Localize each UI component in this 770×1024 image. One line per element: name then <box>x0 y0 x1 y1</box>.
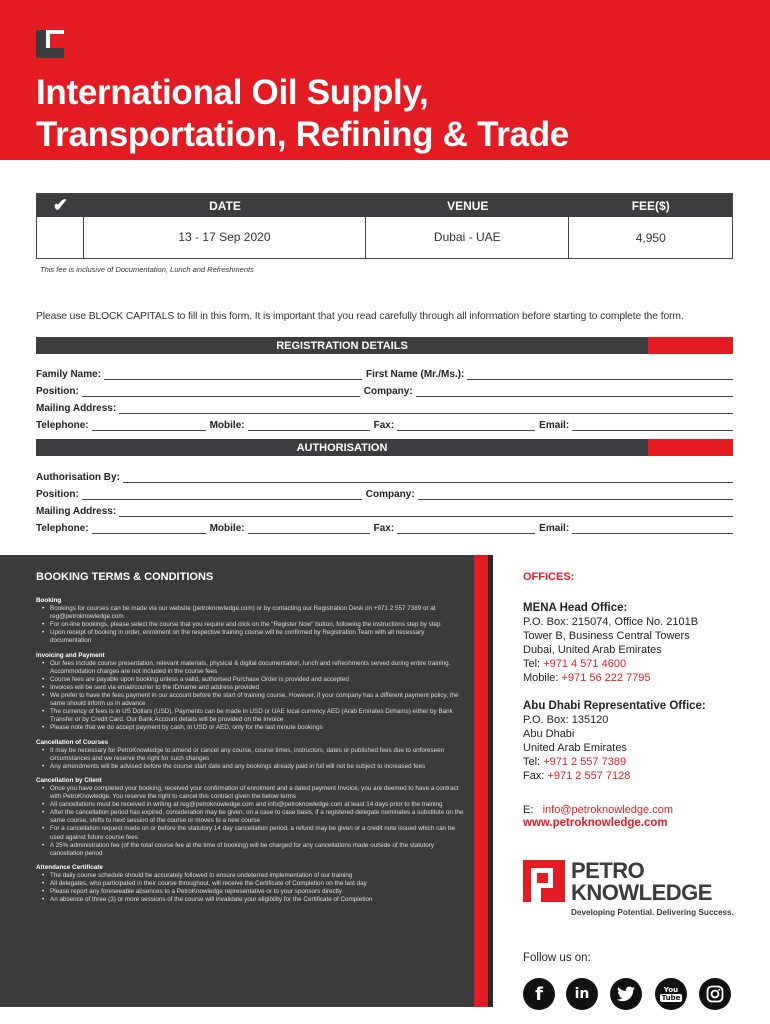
terms-section-heading: Booking <box>36 597 62 604</box>
list-item: • We prefer to have the fees payment in our account before the start of training course. However, if your company has a different payment policy, the same should inform us in advance <box>50 692 466 708</box>
list-item: • All delegates, who participated in their course throughout, will receive the Certificate of Completion on the last day <box>50 880 466 888</box>
list-item: • The currency of fees is in US Dollars (USD). Payments can be made in USD or UAE local currency AED (Arab Emirates Dirhams) either by Bank Transfer or by Credit Card. Our Bank Account details will be provided on the Invoice <box>50 708 466 724</box>
brand-name: PETRO KNOWLEDGE <box>571 858 712 905</box>
label-position: Position: <box>36 386 79 397</box>
terms-section-heading: Cancellation of Courses <box>36 738 109 746</box>
terms-section-heading: Attendance Certificate <box>36 863 103 871</box>
offices-block <box>523 571 753 829</box>
list-item: • A 25% administration fee (of the total course fee at the time of booking) will be charged for any cancellations made outside of the statutory cancellation period <box>50 842 466 858</box>
list-item: • An absence of three (3) or more sessions of the course will invalidate your eligibility for the Certificate of Completion <box>50 896 466 904</box>
red-stripe <box>474 555 488 1007</box>
list-item: • Invoices will be sent via email/courier to the ID/name and address provided <box>50 684 466 692</box>
auth-company-field[interactable] <box>418 490 733 500</box>
label-authorisation-by: Authorisation By: <box>36 472 120 483</box>
label-mobile: Mobile: <box>209 420 245 431</box>
terms-section-heading: Cancellation by Client <box>36 776 102 784</box>
registration-title: REGISTRATION DETAILS <box>276 339 408 352</box>
linkedin-icon[interactable]: in <box>566 978 598 1010</box>
accent-block <box>648 337 733 354</box>
abu-dhabi-office <box>523 699 753 783</box>
col-date: DATE <box>209 198 241 213</box>
offices-title: OFFICES: <box>523 571 575 583</box>
terms-section-list <box>36 785 466 858</box>
mena-line: P.O. Box: 215074, Office No. 2101B <box>523 616 699 628</box>
list-item: • For a cancellation request made on or before the statutory 14 day cancellation period, a refund may be given or a credit note issued which can be used against future course fees <box>50 825 466 841</box>
list-item: • The daily course schedule should be accurately followed to ensure undeterred implementation of our training <box>50 872 466 880</box>
form-row <box>36 400 733 414</box>
form-row <box>36 520 733 534</box>
mailing-address-field[interactable] <box>119 404 733 414</box>
fee-note: This fee is inclusive of Documentation, Lunch and Refreshments <box>40 265 254 274</box>
auth-position-field[interactable] <box>82 490 362 500</box>
brand-tagline: Developing Potential. Delivering Success. <box>571 908 734 917</box>
instagram-icon[interactable] <box>699 978 731 1010</box>
auth-telephone-field[interactable] <box>92 524 206 534</box>
family-name-field[interactable] <box>104 370 362 380</box>
brand-mark-icon <box>36 30 64 58</box>
list-item: • It may be necessary for PetroKnowledge to amend or cancel any course, course times, instructors, dates or published fees due to unforeseen circumstances and we reserve the right for such changes <box>50 747 466 763</box>
list-item: • Our fees include course presentation, relevant materials, physical & digital documentation, lunch and refreshments served during entire training. Accommodation charges are not included in the course fees <box>50 660 466 676</box>
mena-office <box>523 601 753 685</box>
youtube-icon[interactable]: You Tube <box>655 978 687 1010</box>
label-mailing-address: Mailing Address: <box>36 506 117 517</box>
form-row <box>36 503 733 517</box>
header-banner <box>0 0 770 160</box>
terms-section-list <box>36 605 466 645</box>
label-fax: Fax: <box>373 523 395 534</box>
abu-dhabi-fax-link[interactable]: +971 2 557 7128 <box>547 770 631 782</box>
dark-stripe <box>488 555 493 1007</box>
label-email: Email: <box>539 420 570 431</box>
registration-bar <box>36 337 733 354</box>
terms-list <box>36 597 466 904</box>
label-email: Email: <box>539 523 570 534</box>
check-icon: ✔ <box>52 195 68 215</box>
list-item: • Please report any foreseeable absences to a PetroKnowledge representative or to your sponsors directly <box>50 888 466 896</box>
contact-email <box>523 803 753 817</box>
fee-table <box>36 193 733 259</box>
fax-field[interactable] <box>397 421 535 431</box>
mena-tel: Tel: +971 4 571 4600 <box>523 658 627 670</box>
abu-dhabi-fax: Fax: +971 2 557 7128 <box>523 770 631 782</box>
email-field[interactable] <box>572 421 733 431</box>
petroknowledge-logo-icon <box>523 860 565 902</box>
terms-section-list <box>36 660 466 733</box>
label-family-name: Family Name: <box>36 369 102 380</box>
brand-logo <box>523 858 738 922</box>
label-company: Company: <box>365 489 415 500</box>
list-item: • Please note that we do accept payment by cash, in USD or AED, only for the last minute bookings <box>50 724 466 732</box>
follow-label: Follow us on: <box>523 952 591 964</box>
form-row <box>36 366 733 380</box>
company-field[interactable] <box>416 387 733 397</box>
form-row <box>36 469 733 483</box>
label-fax: Fax: <box>373 420 395 431</box>
form-row <box>36 486 733 500</box>
authorisation-title: AUTHORISATION <box>296 441 388 454</box>
label-telephone: Telephone: <box>36 420 89 431</box>
auth-email-field[interactable] <box>572 524 733 534</box>
mena-mobile: Mobile: +971 56 222 7795 <box>523 672 651 684</box>
email-link[interactable]: info@petroknowledge.com <box>542 804 673 816</box>
abu-dhabi-line: Abu Dhabi <box>523 728 575 740</box>
list-item: • Once you have completed your booking, received your confirmation of enrolment and a dated payment Invoice, you are deemed to have a contract with PetroKnowledge. You reserve the right to cancel this contract given the below terms <box>50 785 466 801</box>
authorisation-by-field[interactable] <box>123 473 733 483</box>
list-item: • Upon receipt of booking in order, enrolment on the respective training course will be confirmed by Registration Team with all necessary documentation <box>50 629 466 645</box>
abu-dhabi-tel: Tel: +971 2 557 7389 <box>523 756 627 768</box>
list-item: • Bookings for courses can be made via our website (petroknowledge.com) or by contacting our Registration Desk on +971 2 557 7389 or at reg@petroknowledge.com <box>50 605 466 621</box>
label-mailing-address: Mailing Address: <box>36 403 117 414</box>
terms-section-list <box>36 872 466 904</box>
page-title: International Oil Supply, Transportation, Refining & Trade <box>36 73 569 154</box>
mena-heading: MENA Head Office: <box>523 602 628 614</box>
mena-mobile-link[interactable]: +971 56 222 7795 <box>561 672 651 684</box>
label-company: Company: <box>363 386 413 397</box>
position-field[interactable] <box>82 387 360 397</box>
label-telephone: Telephone: <box>36 523 89 534</box>
table-row <box>37 217 732 258</box>
abu-dhabi-line: United Arab Emirates <box>523 742 627 754</box>
twitter-icon[interactable] <box>610 978 642 1010</box>
email-label: E: <box>523 804 534 816</box>
select-checkbox[interactable] <box>37 217 84 258</box>
auth-mobile-field[interactable] <box>248 524 370 534</box>
col-fee: FEE($) <box>631 198 670 213</box>
abu-dhabi-line: P.O. Box: 135120 <box>523 714 609 726</box>
mena-line: Dubai, United Arab Emirates <box>523 644 662 656</box>
list-item: • All cancellations must be received in writing at reg@petroknowledge.com and info@petroknowledge.com at least 14 days prior to the training <box>50 801 466 809</box>
facebook-icon[interactable]: f <box>523 978 555 1010</box>
telephone-field[interactable] <box>92 421 206 431</box>
cell-fee: 4,950 <box>635 230 666 245</box>
label-mobile: Mobile: <box>209 523 245 534</box>
terms-title: BOOKING TERMS & CONDITIONS <box>36 571 214 583</box>
list-item: • Course fees are payable upon booking unless a valid, authorised Purchase Order is provided and accepted <box>50 676 466 684</box>
terms-section-heading: Invoicing and Payment <box>36 651 105 659</box>
label-first-name: First Name (Mr./Ms.): <box>366 369 465 380</box>
first-name-field[interactable] <box>467 370 733 380</box>
auth-mailing-address-field[interactable] <box>119 507 733 517</box>
terms-section-list <box>36 747 466 771</box>
accent-block <box>648 439 733 456</box>
fee-table-header <box>37 194 732 217</box>
abu-dhabi-tel-link[interactable]: +971 2 557 7389 <box>543 756 627 768</box>
cell-date: 13 - 17 Sep 2020 <box>84 217 366 258</box>
mena-line: Tower B, Business Central Towers <box>523 630 690 642</box>
list-item: • For on-line bookings, please select the course that you require and click on the "Register Now" button, following the instructions step by step <box>50 621 466 629</box>
cell-venue: Dubai - UAE <box>366 217 569 258</box>
abu-dhabi-heading: Abu Dhabi Representative Office: <box>523 700 706 712</box>
mobile-field[interactable] <box>248 421 370 431</box>
auth-fax-field[interactable] <box>397 524 535 534</box>
col-venue: VENUE <box>447 198 489 213</box>
list-item: • Any amendments will be advised before the course start date and any bookings already paid in full will not be subject to increased fees <box>50 763 466 771</box>
list-item: • After the cancellation period has expired, consideration may be given, on a case to case basis, if a registered delegate nominates a substitute on the same course, shifts to next session of the course or moves to a new course <box>50 809 466 825</box>
authorisation-bar <box>36 439 733 456</box>
form-row <box>36 417 733 431</box>
instructions: Please use BLOCK CAPITALS to fill in this form. It is important that you read carefully through all information before starting to complete the form. <box>36 311 684 322</box>
website-link[interactable]: www.petroknowledge.com <box>523 817 668 829</box>
mena-tel-link[interactable]: +971 4 571 4600 <box>543 658 627 670</box>
label-position: Position: <box>36 489 79 500</box>
form-row <box>36 383 733 397</box>
